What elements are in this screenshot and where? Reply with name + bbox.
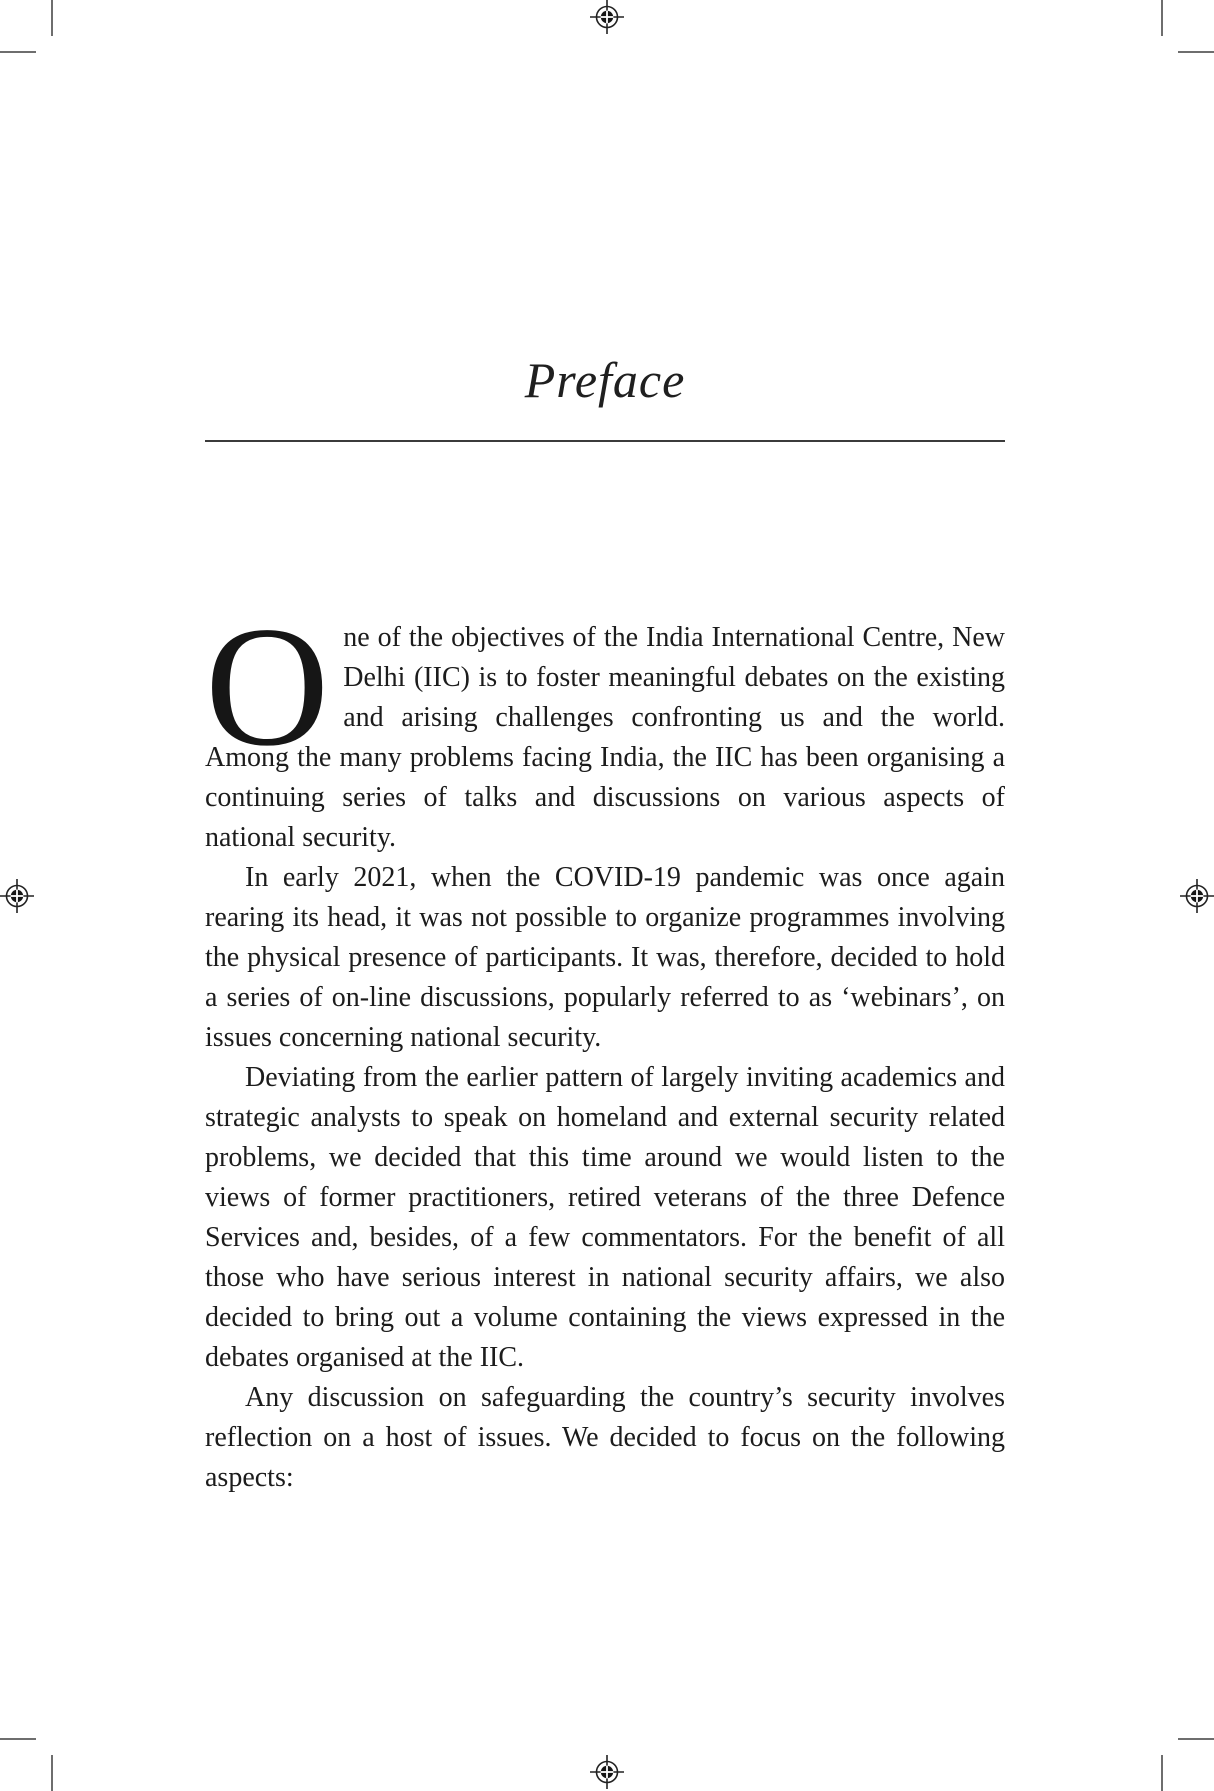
crop-mark — [1161, 0, 1163, 36]
title-rule — [205, 440, 1005, 442]
drop-cap: O — [205, 591, 330, 782]
preface-body — [205, 591, 1005, 1498]
preface-paragraph-4 — [205, 1378, 1005, 1498]
paragraph-text: Deviating from the earlier pattern of largely inviting academics and strategic analysts to speak on homeland and external security related problems, we decided that this time around we would listen to the views of former practitioners, retired veterans of the three Defence Services and, besides, of a few commentators. For the benefit of all those who have serious interest in national security affairs, we also decided to bring out a volume containing the views expressed in the debates organised at the IIC. — [205, 1061, 1005, 1373]
registration-mark-icon — [0, 878, 35, 914]
crop-mark — [1178, 1738, 1214, 1740]
crop-mark — [1178, 51, 1214, 53]
crop-mark — [0, 1738, 36, 1740]
crop-mark — [51, 1755, 53, 1791]
preface-paragraph-1 — [205, 591, 1005, 858]
paragraph-text: ne of the objectives of the India International Centre, New Delhi (IIC) is to foster meaningful debates on the existing and arising challenges confronting us and the world. Among the many problems facing India, the IIC has been organising a continuing series of talks and discussions on various aspects of national security. — [205, 621, 1005, 853]
registration-mark-icon — [589, 1754, 625, 1790]
page-title: Preface — [524, 352, 686, 408]
preface-paragraph-2 — [205, 858, 1005, 1058]
crop-mark — [1161, 1755, 1163, 1791]
paragraph-text: Any discussion on safeguarding the country’s security involves reflection on a host of issues. We decided to focus on the following aspects: — [205, 1381, 1005, 1493]
page-content — [205, 0, 1005, 1498]
paragraph-text: In early 2021, when the COVID-19 pandemic was once again rearing its head, it was not possible to organize programmes involving the physical presence of participants. It was, therefore, decided to hold a series of on-line discussions, popularly referred to as ‘webinars’, on issues concerning national security. — [205, 861, 1005, 1053]
registration-mark-icon — [1179, 878, 1214, 914]
crop-mark — [0, 51, 36, 53]
preface-paragraph-3 — [205, 1058, 1005, 1378]
crop-mark — [51, 0, 53, 36]
